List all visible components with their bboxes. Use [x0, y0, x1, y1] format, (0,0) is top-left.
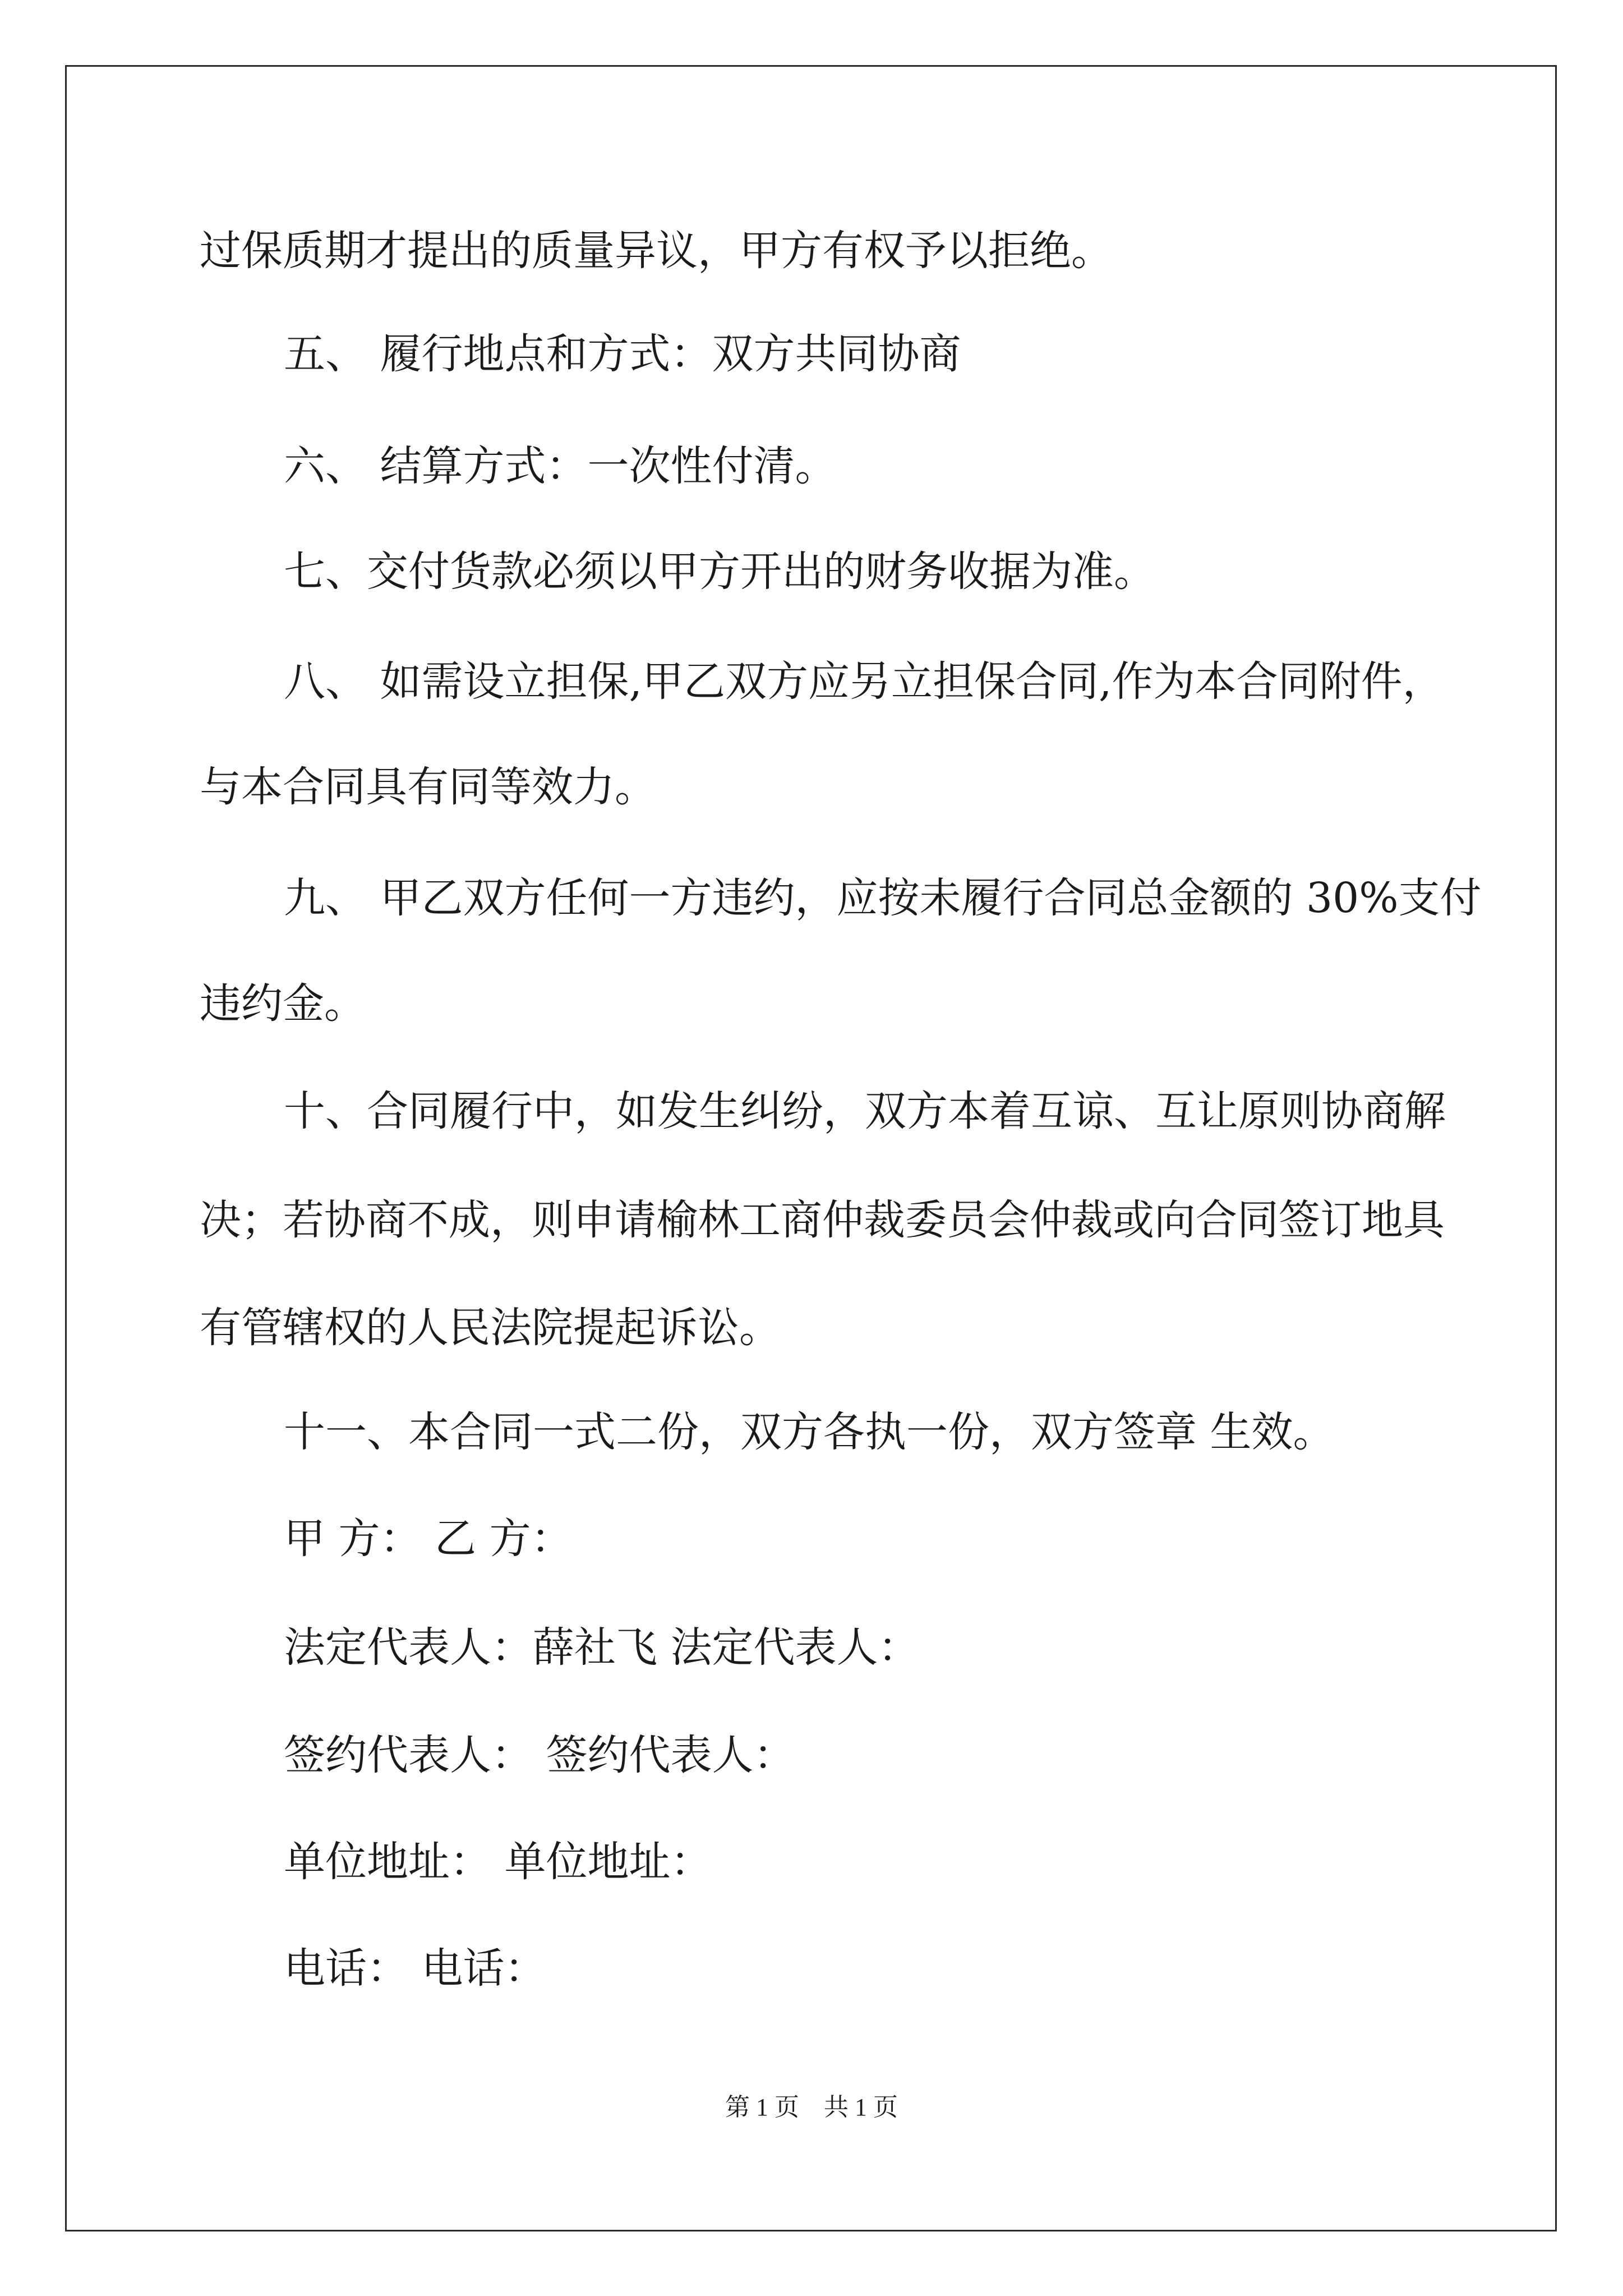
body-line-2: 五、 履行地点和方式：双方共同协商	[284, 330, 961, 378]
body-line-4: 七、交付货款必须以甲方开出的财务收据为准。	[284, 547, 1155, 596]
body-line-13: 甲 方： 乙 方：	[284, 1515, 573, 1563]
body-line-17: 电话： 电话：	[284, 1944, 546, 1993]
page-total: 共 1 页	[824, 2093, 898, 2121]
body-line-1: 过保质期才提出的质量异议，甲方有权予以拒绝。	[200, 227, 1113, 275]
body-line-10: 决；若协商不成，则申请榆林工商仲裁委员会仲裁或向合同签订地具	[200, 1196, 1445, 1244]
body-line-11: 有管辖权的人民法院提起诉讼。	[200, 1304, 781, 1352]
body-line-12: 十一、本合同一式二份，双方各执一份，双方签章 生效。	[284, 1408, 1335, 1456]
body-line-5: 八、 如需设立担保,甲乙双方应另立担保合同,作为本合同附件，	[284, 657, 1444, 706]
body-line-16: 单位地址： 单位地址：	[284, 1838, 712, 1886]
body-line-7: 九、 甲乙双方任何一方违约，应按未履行合同总金额的 30%支付	[284, 874, 1482, 922]
body-line-3: 六、 结算方式：一次性付清。	[284, 442, 837, 490]
body-line-6: 与本合同具有同等效力。	[200, 763, 656, 811]
page-number: 第 1 页	[725, 2093, 799, 2121]
body-line-14: 法定代表人：薛社飞 法定代表人：	[284, 1623, 920, 1672]
page-footer	[0, 2095, 1623, 2120]
page-border	[65, 65, 1557, 2231]
body-line-15: 签约代表人： 签约代表人：	[284, 1731, 795, 1779]
body-line-9: 十、合同履行中，如发生纠纷，双方本着互谅、互让原则协商解	[284, 1087, 1446, 1135]
body-line-8: 违约金。	[200, 979, 366, 1028]
